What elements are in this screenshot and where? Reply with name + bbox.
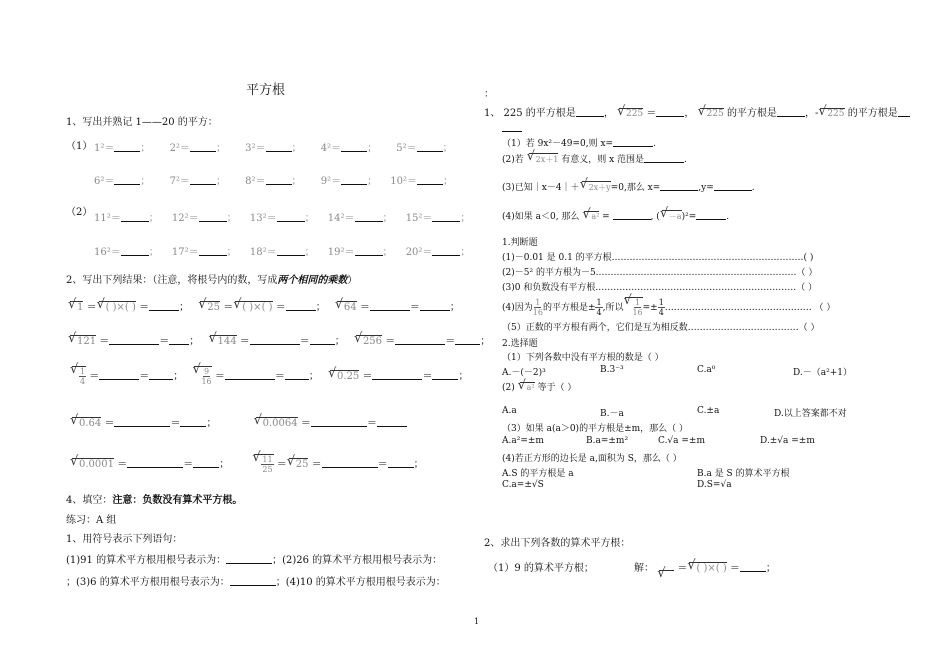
judge-5: （5）正数的平方根有两个，它们是互为相反数.………………………………（ ） (502, 323, 820, 333)
choice-heading: 2.选择题 (502, 339, 538, 349)
roots-row-1: √ 1 ＝√ ( )×( ) ＝ ； √ 25 ＝√ ( )×( ) ＝ ； √ 64 ＝ ＝ ； (68, 298, 460, 313)
choice-3-option-b: B.a=±m² (586, 436, 629, 446)
page-title: 平方根 (246, 83, 286, 98)
choice-3: （3）如果 a(a＞0)的平方根是±m，那么（ ） (502, 424, 689, 434)
judge-1: (1)－0.01 是 0.1 的平方根.………………………………………………………( ) (502, 253, 814, 263)
sub-2: (2)若 √ 2x＋1 有意义，则 x 范围是 . (502, 152, 687, 165)
choice-3-option-a: A.a²=±m (502, 436, 544, 446)
choice-4-option-a: A.S 的平方根是 a (502, 469, 574, 479)
choice-4-option-c: C.a=±√S (502, 480, 544, 490)
judge-2: (2)－5² 的平方根为－5.…………………………………………………………（ ） (502, 268, 818, 278)
choice-4: (4)若正方形的边长是 a,面积为 S，那么（ ） (502, 454, 682, 464)
choice-1-option-d: D.－（a²+1） (793, 368, 852, 378)
choice-1-option-c: C.a⁰ (697, 365, 716, 375)
question-1-heading: 1、写出并熟记 1——20 的平方： (66, 117, 218, 128)
practice-heading: 练习：A 组 (66, 515, 117, 526)
judge-heading: 1.判断题 (502, 238, 538, 248)
judge-4: (4)因为 $\frac{1}{16}$ 的平方根是± $\frac{1}{4}$ ,所以 √ $\frac{1}{16}$ =± $\frac{1}{4}$ .………………………………………… （ ） (502, 297, 835, 317)
page-number: 1 (474, 617, 480, 626)
right-question-2: 2、求出下列各数的算术平方根： (484, 538, 631, 549)
choice-4-option-b: B.a 是 S 的算术平方根 (697, 469, 790, 479)
practice-line-1: (1)91 的算术平方根用根号表示为： ；(2)26 的算术平方根用根号表示为： (66, 555, 443, 566)
sub-1: （1）若 9x²－49=0,则 x= . (502, 139, 656, 149)
part-2-label: （2） (66, 207, 93, 218)
top-mark: ： (484, 89, 494, 100)
choice-2-option-d: D.以上答案都不对 (774, 409, 847, 419)
squares-row-3: 11²＝ ； 12²＝ ； 13²＝ ； 14²＝ ； 15²＝ ； (94, 213, 471, 224)
roots-row-5: √ 0.0001 ＝ ＝ ； √ $\frac{11}{25}$ ＝√ 25 ＝ ＝ ； (70, 454, 424, 474)
choice-4-option-d: D.S=√a (697, 480, 732, 490)
question-4-heading: 4、填空：注意：负数没有算术平方根。 (66, 495, 243, 506)
right-question-2-1: （1）9 的算术平方根； (488, 563, 594, 574)
practice-q1-heading: 1、用符号表示下列语句： (66, 534, 183, 545)
roots-row-2: √ 121 ＝ ＝ ； √ 144 ＝ ＝ ； √ 256 ＝ ＝ ； (68, 332, 490, 347)
continued-blank (502, 131, 522, 132)
roots-row-4: √ 0.64 ＝ ＝ ； √ 0.0064 ＝ ＝ (70, 414, 407, 429)
choice-3-option-d: D.±√a =±m (760, 436, 815, 446)
choice-2-option-a: A.a (502, 406, 517, 416)
choice-1: （1）下列各数中没有平方根的数是（ ） (502, 353, 664, 363)
sub-3: (3)已知｜x－4｜＋√ 2x＋y=0,那么 x= ,y= . (502, 180, 755, 193)
judge-3: (3)0 和负数没有平方根.…………………………………………………………（ ） (502, 283, 818, 293)
choice-2-option-b: B.－a (600, 409, 624, 419)
squares-row-1: 1²＝ ； 2²＝ ； 3²＝ ； 4²＝ ； 5²＝ ； (94, 143, 453, 154)
choice-2: (2) √ a² 等于（ ） (502, 380, 576, 393)
choice-2-option-c: C.±a (697, 406, 720, 416)
squares-row-2: 6²＝ ； 7²＝ ； 8²＝ ； 9²＝ ； 10²＝ ； (94, 176, 453, 187)
roots-row-3: √ $\frac{1}{4}$ ＝ ＝ ； √ $\frac{9}{16}$ ＝ ＝ ； √ 0.25 ＝ ＝ ； (70, 366, 468, 386)
part-1-label: （1） (66, 141, 93, 152)
choice-1-option-a: A.－(－2)³ (502, 368, 546, 378)
sub-4: (4)如果 a＜0, 那么 √ a² = , (√ －a)²= . (502, 209, 729, 222)
squares-row-4: 16²＝ ； 17²＝ ； 18²＝ ； 19²＝ ； 20²＝ ； (94, 247, 471, 258)
right-question-1: 1、 225 的平方根是 ， √ 225 ＝ ， √ 225 的平方根是 ，-√ 225 的平方根是 (484, 104, 910, 119)
choice-1-option-b: B.3⁻³ (600, 365, 624, 375)
choice-3-option-c: C.√a =±m (658, 436, 706, 446)
practice-line-2: ；(3)6 的算术平方根用根号表示为： ；(4)10 的算术平方根用根号表示为： (66, 577, 446, 588)
right-question-2-solution: 解： √ ＝√ ( )×( ) ＝ ； (634, 559, 776, 574)
question-2-heading: 2、写出下列结果：（注意，将根号内的数，写成两个相同的乘数） (66, 275, 358, 286)
